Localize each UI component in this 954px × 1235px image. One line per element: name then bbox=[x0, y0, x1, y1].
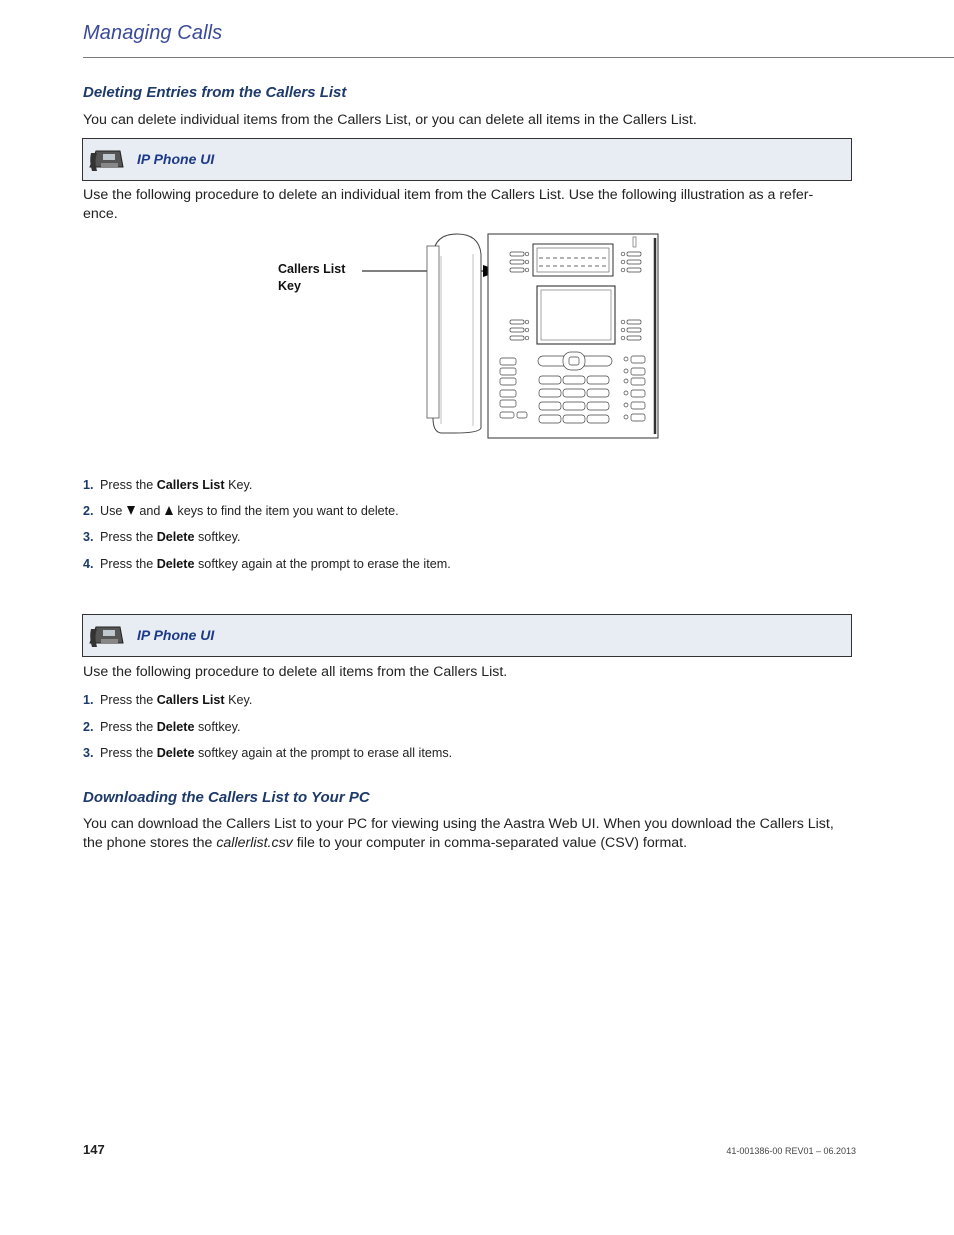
section3-para-line2: the phone stores the callerlist.csv file to your computer in comma-separated value (CSV) format. bbox=[83, 835, 688, 851]
ip-phone-ui-label-2: IP Phone UI bbox=[137, 627, 215, 643]
section2-instruction: Use the following procedure to delete all items from the Callers List. bbox=[83, 664, 508, 680]
step-2-2: 2. Press the Delete softkey. bbox=[83, 720, 241, 734]
step-1: 1. Press the Callers List Key. bbox=[83, 478, 253, 492]
section-heading-deleting: Deleting Entries from the Callers List bbox=[83, 84, 347, 101]
section1-instruction-line2: ence. bbox=[83, 206, 118, 222]
upper-display bbox=[533, 244, 613, 276]
ip-phone-ui-label: IP Phone UI bbox=[137, 151, 215, 167]
ip-phone-ui-box bbox=[82, 138, 852, 181]
ip-phone-ui-box-2 bbox=[82, 614, 852, 657]
page-number: 147 bbox=[83, 1142, 105, 1157]
step-4: 4. Press the Delete softkey again at the prompt to erase the item. bbox=[83, 557, 451, 571]
callout-line1: Callers List bbox=[278, 262, 346, 276]
section1-instruction-line1: Use the following procedure to delete an individual item from the Callers List. Use the following illustration as a refer- bbox=[83, 187, 814, 203]
step-2: 2. Use and keys to find the item you want to delete. bbox=[83, 504, 399, 518]
step-3: 3. Press the Delete softkey. bbox=[83, 530, 241, 544]
section1-intro: You can delete individual items from the Callers List, or you can delete all items in the Callers List. bbox=[83, 112, 697, 128]
step-2-1: 1. Press the Callers List Key. bbox=[83, 693, 253, 707]
desk-phone-illustration bbox=[355, 228, 665, 443]
up-arrow-icon bbox=[164, 505, 174, 516]
running-header-title: Managing Calls bbox=[83, 22, 223, 44]
phone-icon bbox=[88, 145, 124, 175]
step-2-3: 3. Press the Delete softkey again at the prompt to erase all items. bbox=[83, 746, 453, 760]
header-rule bbox=[83, 57, 954, 58]
phone-icon bbox=[88, 621, 124, 651]
handset bbox=[433, 234, 481, 433]
down-arrow-icon bbox=[126, 505, 136, 516]
document-id: 41-001386-00 REV01 – 06.2013 bbox=[726, 1146, 856, 1156]
filename: callerlist.csv bbox=[216, 835, 293, 851]
callout-line2: Key bbox=[278, 279, 301, 293]
section-heading-downloading: Downloading the Callers List to Your PC bbox=[83, 789, 370, 806]
section3-para-line1: You can download the Callers List to your PC for viewing using the Aastra Web UI. When you download the Callers List, bbox=[83, 816, 834, 832]
main-display bbox=[537, 286, 615, 344]
figure-callout-label bbox=[278, 261, 358, 295]
